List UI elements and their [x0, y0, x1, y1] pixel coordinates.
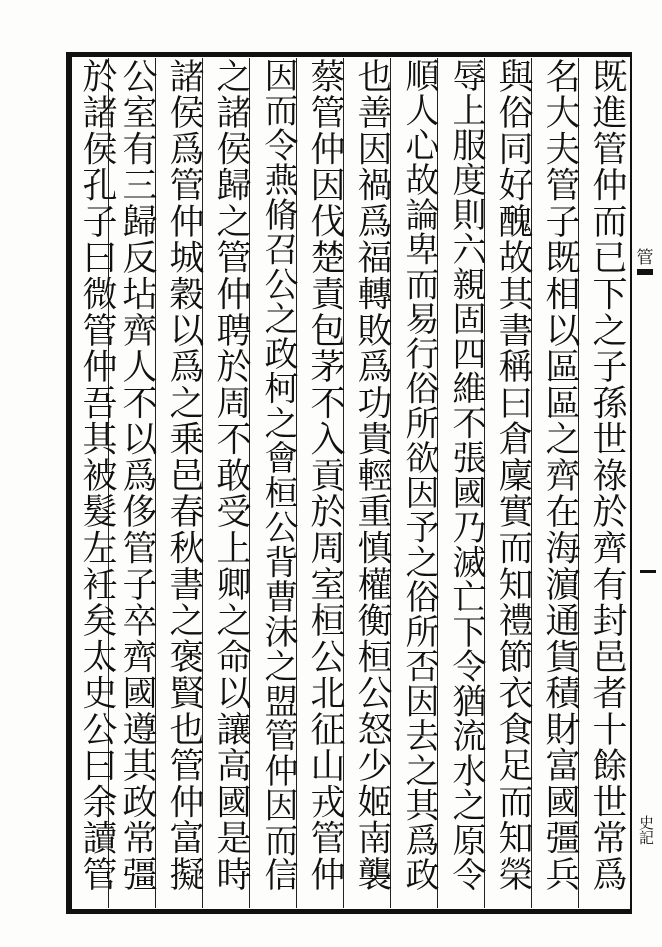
text-column-1 — [582, 58, 632, 908]
text-column-12 — [72, 58, 122, 908]
fishtail-bar — [637, 269, 653, 275]
column-text: 蔡管仲因伐楚責包茅不入貢於周室桓公北征山戎管仲 — [305, 58, 345, 893]
text-column-2 — [535, 58, 585, 908]
column-text: 與俗同好醜故其書稱曰倉廩實而知禮節衣食足而知榮 — [493, 58, 533, 893]
text-column-9 — [206, 58, 256, 908]
text-column-3 — [488, 58, 538, 908]
column-text: 於諸侯孔子曰微管仲吾其被髮左衽矣太史公曰余讀管 — [77, 58, 117, 893]
column-text: 因而令燕脩召公之政柯之會桓公背曹沫之盟管仲因而信 — [258, 58, 298, 892]
text-column-10 — [159, 58, 209, 908]
column-text: 諸侯爲管仲城穀以爲之乗邑春秋書之褒賢也管仲富擬 — [164, 58, 204, 893]
margin-tick-mark — [640, 570, 656, 573]
text-column-7 — [300, 58, 350, 908]
column-text: 順人心故論卑而易行俗所欲因予之俗所否因去之其爲政 — [399, 58, 439, 892]
text-column-5 — [394, 58, 444, 908]
margin-title-char: 管 — [636, 248, 654, 268]
column-text: 辱上服度則六親固四維不張國乃滅亡下令猶流水之原令 — [446, 58, 486, 892]
text-column-4 — [441, 58, 491, 908]
fishtail-marker — [634, 250, 656, 340]
column-text: 名大夫管子既相以區區之齊在海濵通貨積財富國彊兵 — [540, 58, 580, 893]
column-text: 也善因禍爲福轉敗爲功貴輕重慎權衡桓公怒少姬南襲 — [352, 58, 392, 893]
text-column-6 — [347, 58, 397, 908]
column-text: 公室有三歸反坫齊人不以爲侈管子卒齊國遵其政常彊 — [117, 58, 157, 893]
column-text: 既進管仲而已下之子孫世祿於齊有封邑者十餘世常爲 — [587, 58, 627, 893]
margin-book-title: 史記 — [637, 815, 655, 845]
text-column-8 — [253, 58, 303, 908]
column-text: 之諸侯歸之管仲聘於周不敢受上卿之命以讓高國是時 — [211, 58, 251, 893]
